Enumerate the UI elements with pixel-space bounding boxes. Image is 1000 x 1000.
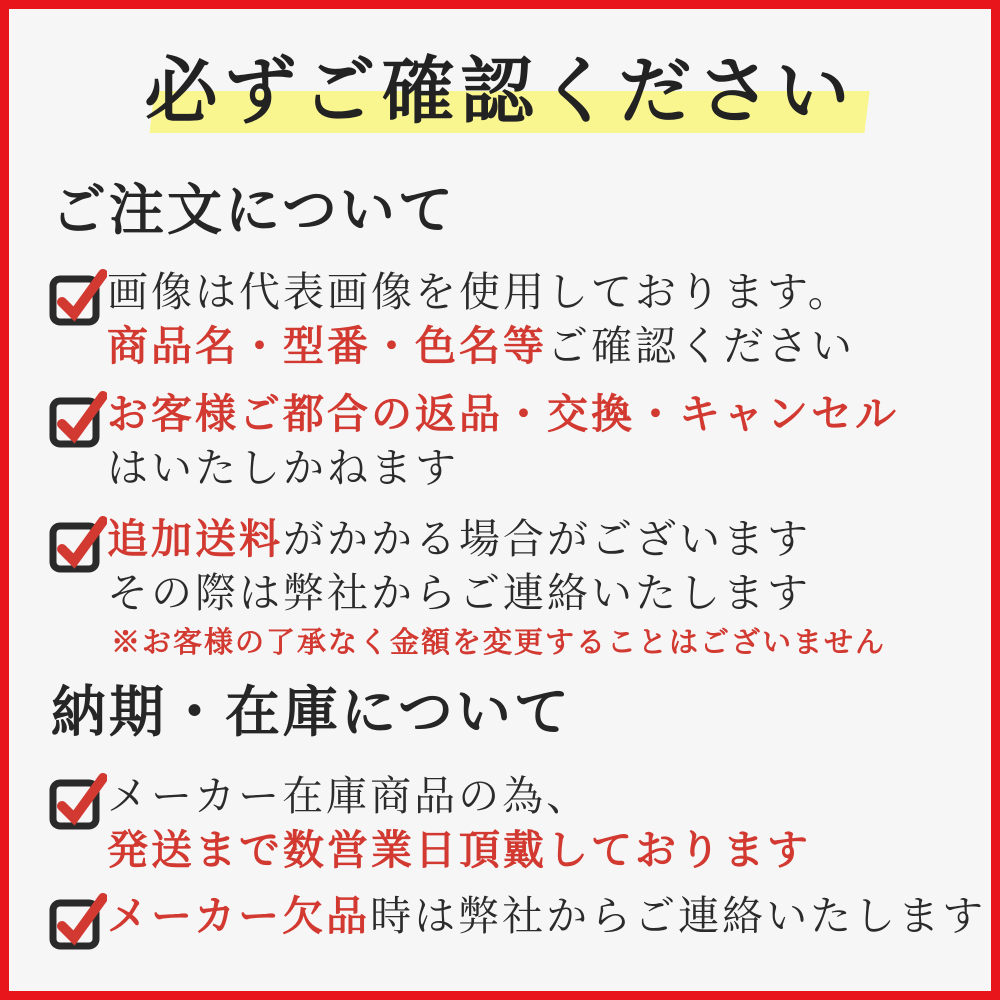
checklist-item-extra-shipping xyxy=(49,512,991,664)
text-segment-red: メーカー欠品 xyxy=(107,892,371,940)
item-line xyxy=(107,769,811,823)
page-title: 必ずご確認ください xyxy=(144,48,856,134)
checkbox-checked-icon xyxy=(49,387,107,449)
item-line xyxy=(107,265,855,319)
text-segment: 時は弊社からご連絡いたします xyxy=(370,892,987,940)
item-text xyxy=(107,387,899,495)
checklist-item-maker-stock xyxy=(49,769,991,877)
page-title-wrap xyxy=(9,48,991,134)
item-line xyxy=(107,319,855,373)
checkbox-checked-icon xyxy=(49,265,107,327)
checklist-item-representative-image xyxy=(49,265,991,373)
item-line xyxy=(107,441,899,495)
text-segment: がかかる場合がございます xyxy=(283,515,811,563)
item-text xyxy=(107,265,855,373)
text-segment: はいたしかねます xyxy=(107,444,459,492)
text-segment-red: 商品名・型番・色名等 xyxy=(107,322,547,370)
item-line xyxy=(107,823,811,877)
item-line xyxy=(107,512,886,566)
checkbox-checked-icon xyxy=(49,889,107,951)
item-text xyxy=(107,889,986,943)
checkbox-checked-icon xyxy=(49,512,107,574)
text-segment-red: 追加送料 xyxy=(107,515,283,563)
text-segment: ご確認ください xyxy=(547,322,855,370)
text-segment: その際は弊社からご連絡いたします xyxy=(107,569,811,617)
text-segment: 画像は代表画像を使用しております。 xyxy=(107,268,852,316)
text-segment: メーカー在庫商品の為、 xyxy=(107,772,591,820)
checklist-item-returns xyxy=(49,387,991,495)
item-line xyxy=(107,387,899,441)
item-line xyxy=(107,889,986,943)
checklist-item-maker-shortage xyxy=(49,889,991,951)
section-heading-orders: ご注文について xyxy=(51,177,456,242)
item-text xyxy=(107,769,811,877)
text-segment-red: お客様ご都合の返品・交換・キャンセル xyxy=(107,390,899,438)
item-line xyxy=(107,566,886,620)
section-heading-delivery-stock: 納期・在庫について xyxy=(51,679,572,744)
item-note: ※お客様の了承なく金額を変更することはございません xyxy=(111,625,887,659)
checkbox-checked-icon xyxy=(49,769,107,831)
text-segment-red: 発送まで数営業日頂戴しております xyxy=(107,826,811,874)
item-text xyxy=(107,512,886,664)
